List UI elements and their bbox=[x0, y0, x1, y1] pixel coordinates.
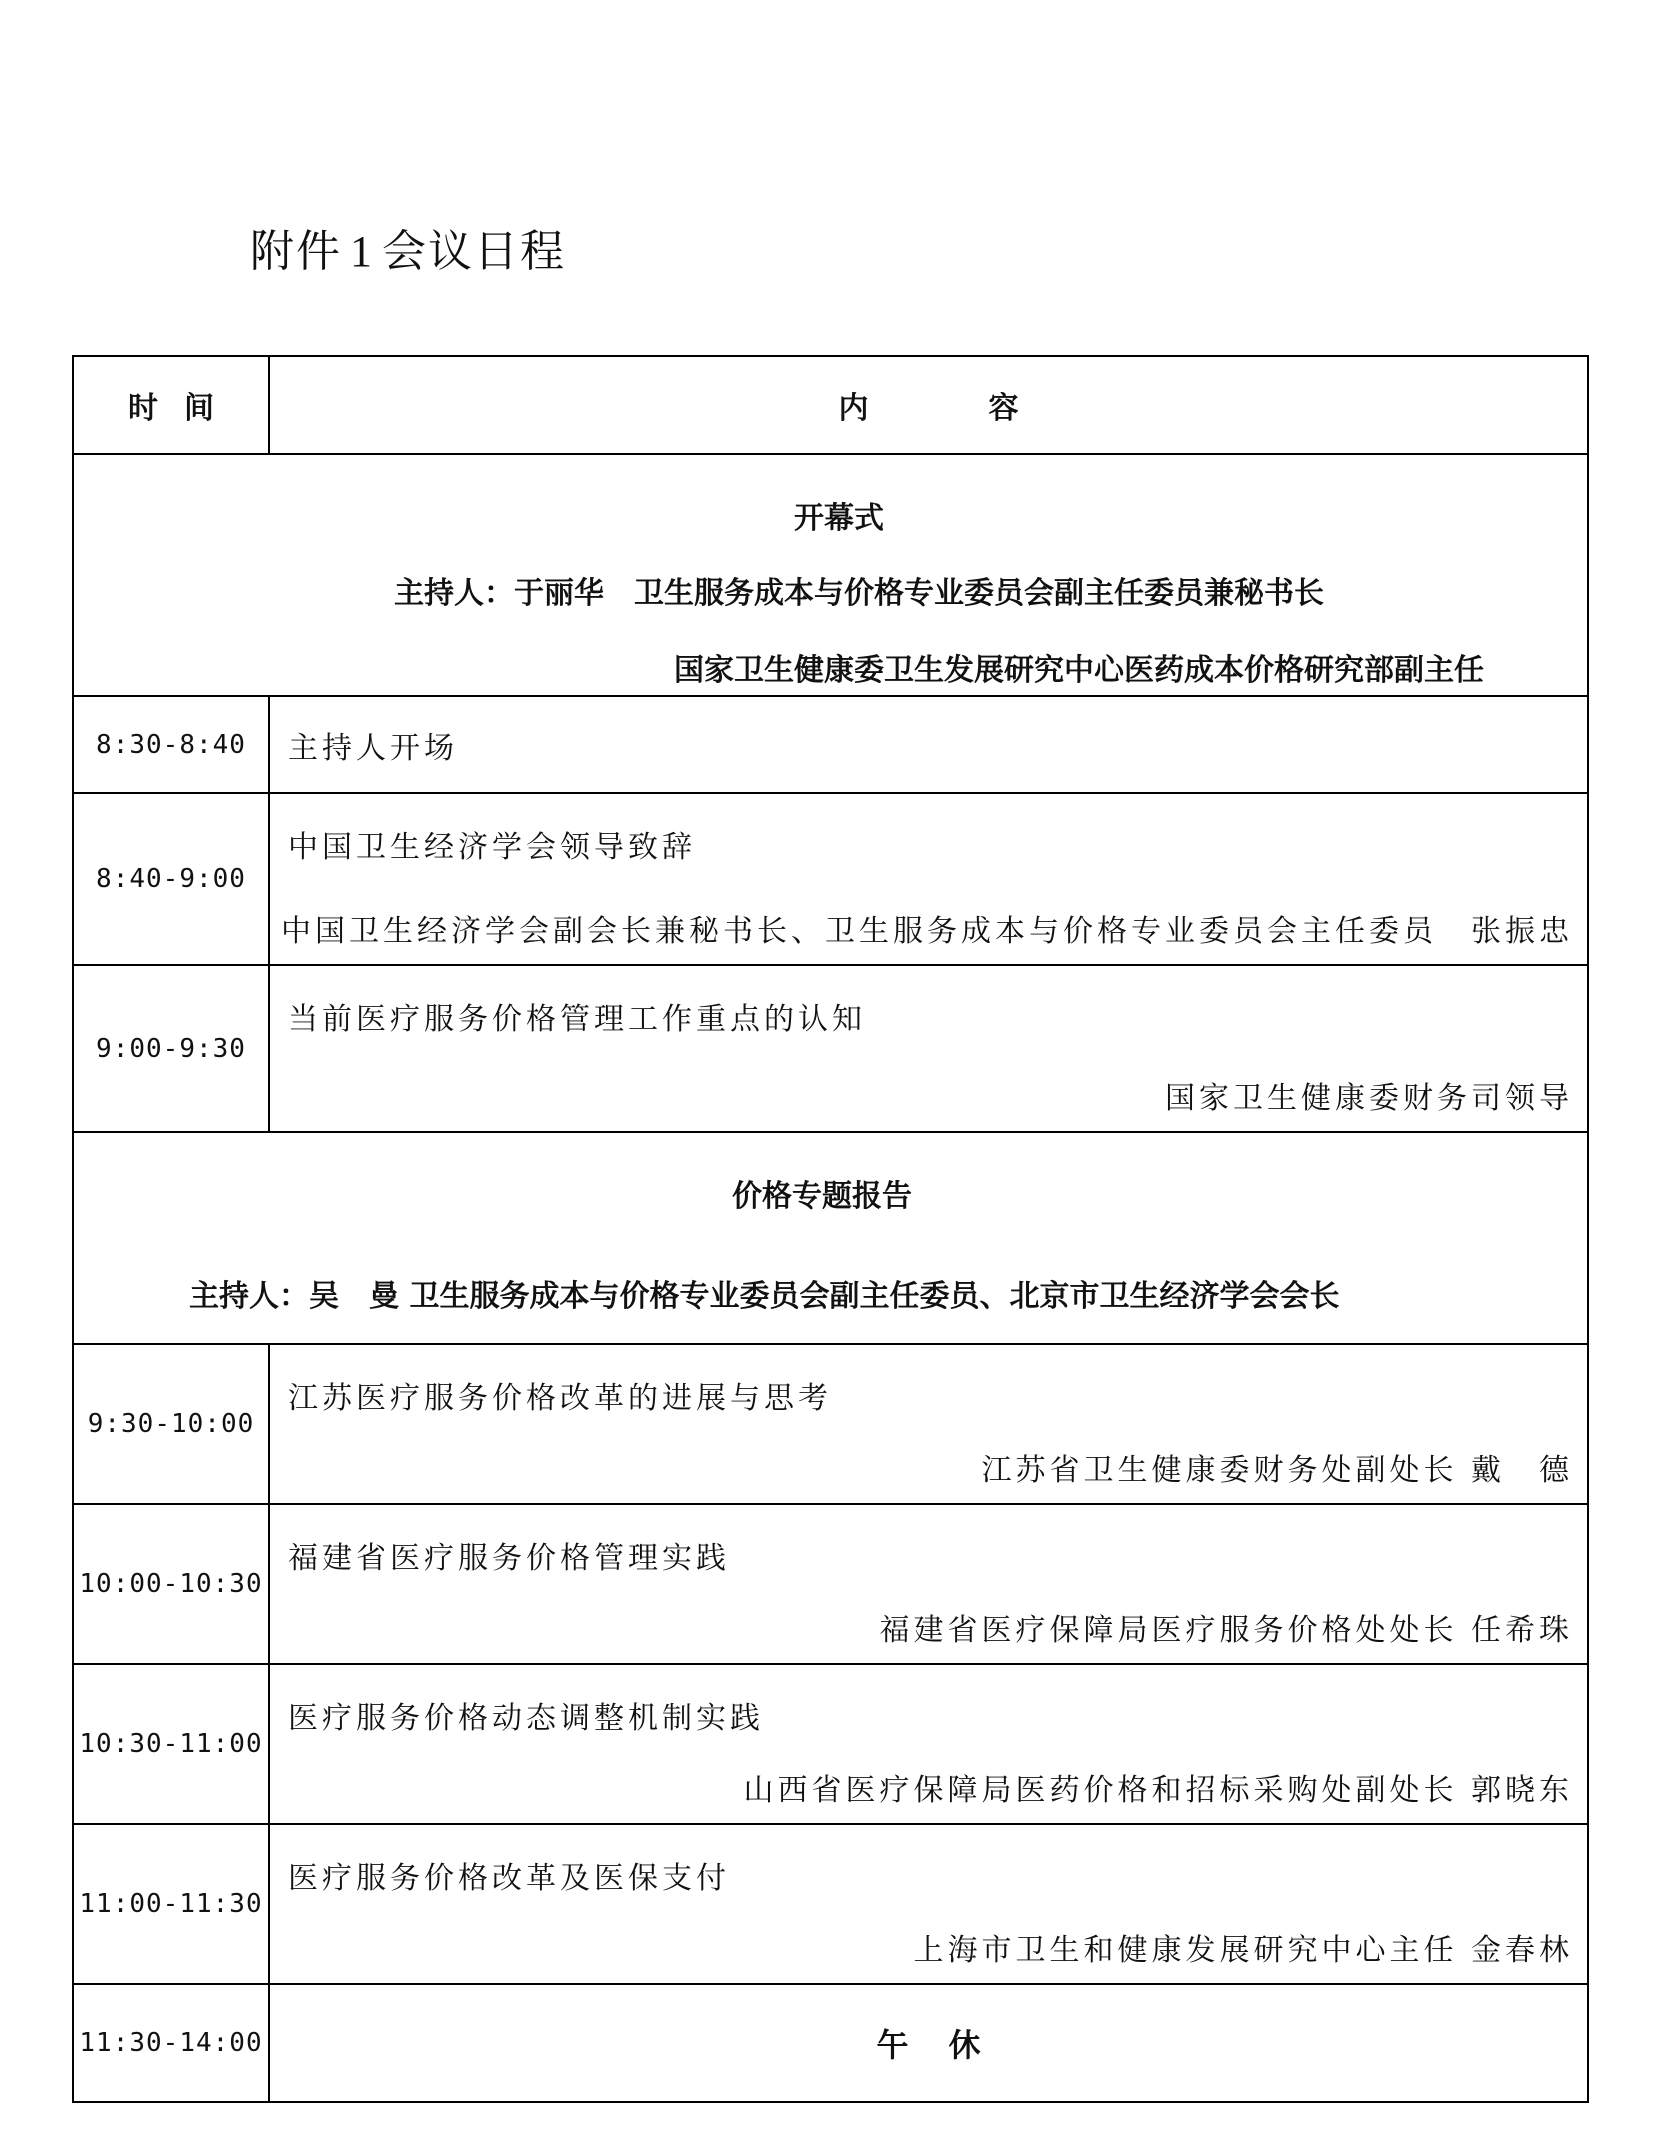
topic: 医疗服务价格动态调整机制实践 bbox=[288, 1701, 764, 1736]
page-title bbox=[250, 215, 566, 279]
title-text: 会议日程 bbox=[382, 226, 566, 277]
section-row-pricing bbox=[73, 1132, 1588, 1344]
table-row bbox=[73, 1504, 1588, 1664]
content-cell bbox=[269, 1344, 1588, 1504]
table-row-lunch bbox=[73, 1984, 1588, 2102]
content-cell bbox=[269, 793, 1588, 965]
content-cell bbox=[269, 1664, 1588, 1824]
title-number: 1 bbox=[350, 227, 374, 276]
speaker: 福建省医疗保障局医疗服务价格处处长 任希珠 bbox=[879, 1613, 1573, 1648]
content-cell bbox=[269, 1504, 1588, 1664]
pricing-title: 价格专题报告 bbox=[732, 1179, 912, 1214]
topic: 福建省医疗服务价格管理实践 bbox=[288, 1541, 730, 1576]
topic: 主持人开场 bbox=[288, 730, 458, 766]
table-row bbox=[73, 793, 1588, 965]
time-cell: 8:40-9:00 bbox=[73, 793, 269, 965]
opening-section bbox=[73, 454, 1588, 696]
speaker: 上海市卫生和健康发展研究中心主任 金春林 bbox=[913, 1933, 1573, 1968]
table-row bbox=[73, 696, 1588, 793]
content-cell bbox=[269, 696, 1588, 793]
opening-host: 主持人：于丽华 卫生服务成本与价格专业委员会副主任委员兼秘书长 bbox=[394, 576, 1324, 611]
table-header-row bbox=[73, 356, 1588, 454]
topic: 当前医疗服务价格管理工作重点的认知 bbox=[288, 1002, 866, 1037]
table-row bbox=[73, 965, 1588, 1132]
time-cell: 10:30-11:00 bbox=[73, 1664, 269, 1824]
speaker: 山西省医疗保障局医药价格和招标采购处副处长 郭晓东 bbox=[743, 1773, 1573, 1808]
topic: 江苏医疗服务价格改革的进展与思考 bbox=[288, 1381, 832, 1416]
time-cell: 8:30-8:40 bbox=[73, 696, 269, 793]
topic: 中国卫生经济学会领导致辞 bbox=[288, 830, 696, 865]
speaker: 中国卫生经济学会副会长兼秘书长、卫生服务成本与价格专业委员会主任委员 张振忠 bbox=[281, 914, 1573, 949]
lunch-cell bbox=[269, 1984, 1588, 2102]
time-cell: 11:00-11:30 bbox=[73, 1824, 269, 1984]
speaker: 江苏省卫生健康委财务处副处长 戴 德 bbox=[981, 1453, 1573, 1488]
time-cell: 10:00-10:30 bbox=[73, 1504, 269, 1664]
header-content: 内容 bbox=[269, 356, 1588, 454]
table-row bbox=[73, 1664, 1588, 1824]
table-row bbox=[73, 1824, 1588, 1984]
schedule-table bbox=[72, 355, 1589, 2103]
content-cell bbox=[269, 1824, 1588, 1984]
section-row-opening bbox=[73, 454, 1588, 696]
content-cell bbox=[269, 965, 1588, 1132]
table-row bbox=[73, 1344, 1588, 1504]
time-cell: 11:30-14:00 bbox=[73, 1984, 269, 2102]
topic: 医疗服务价格改革及医保支付 bbox=[288, 1861, 730, 1896]
pricing-host: 主持人：吴 曼 卫生服务成本与价格专业委员会副主任委员、北京市卫生经济学会会长 bbox=[189, 1279, 1340, 1314]
lunch-label: 午休 bbox=[876, 2026, 1021, 2064]
opening-host-title: 国家卫生健康委卫生发展研究中心医药成本价格研究部副主任 bbox=[674, 653, 1484, 688]
pricing-section bbox=[73, 1132, 1588, 1344]
header-time: 时间 bbox=[73, 356, 269, 454]
opening-title: 开幕式 bbox=[794, 501, 884, 536]
speaker: 国家卫生健康委财务司领导 bbox=[1165, 1081, 1573, 1116]
time-cell: 9:00-9:30 bbox=[73, 965, 269, 1132]
title-prefix: 附件 bbox=[250, 226, 342, 277]
time-cell: 9:30-10:00 bbox=[73, 1344, 269, 1504]
